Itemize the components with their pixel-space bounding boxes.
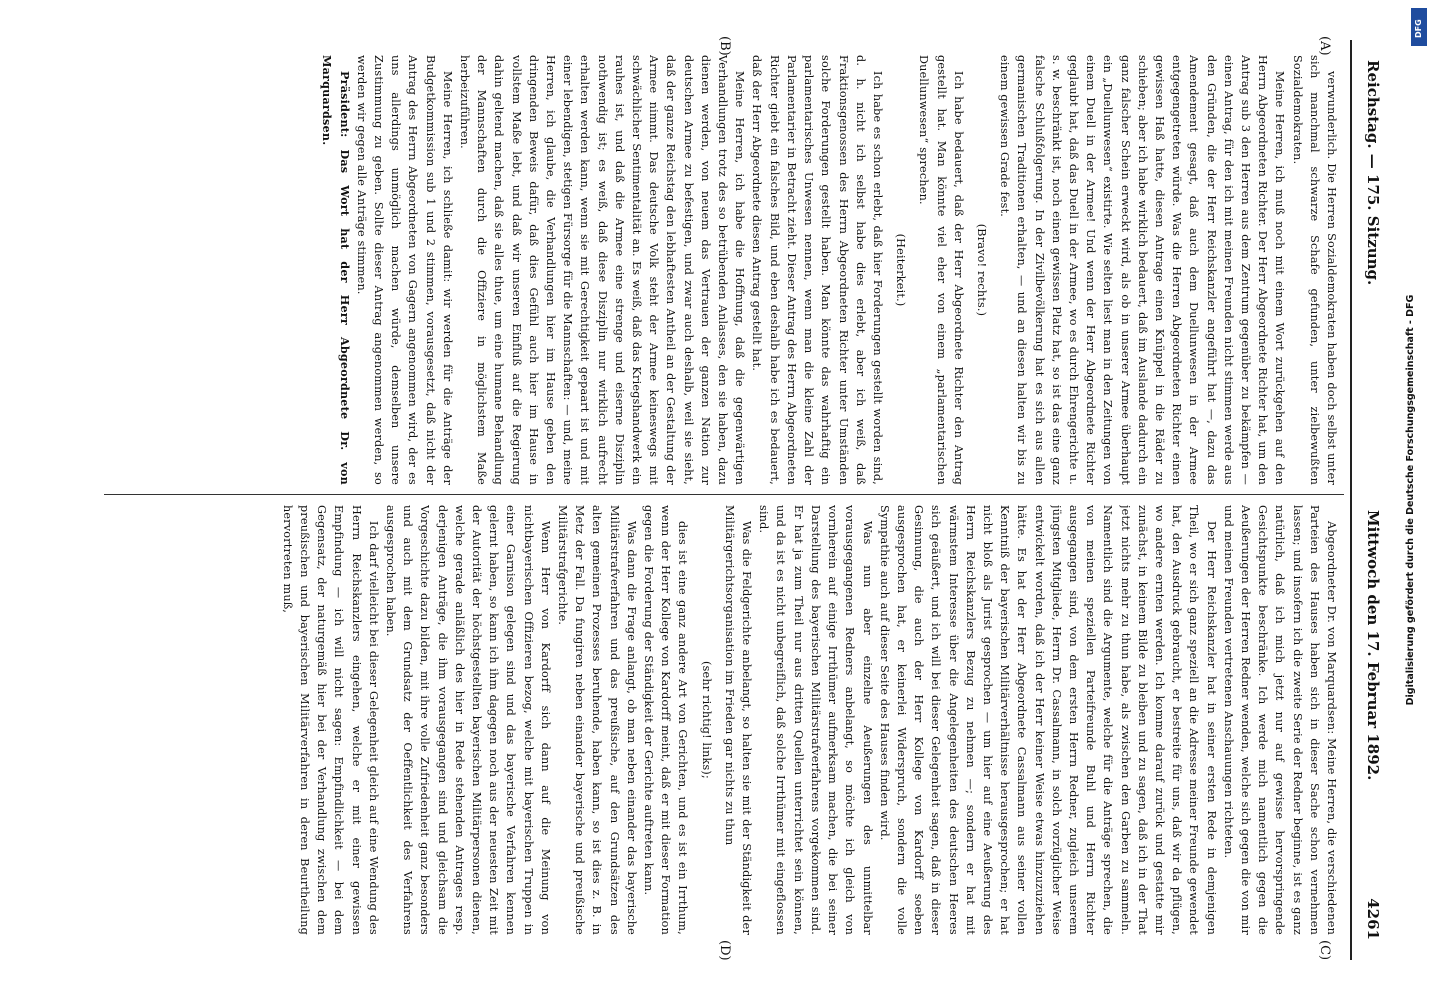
paragraph: Was die Feldgerichte anbelangt, so halten sie mit der Ständigkeit der Militärgerichtsorganisation im Frieden gar nichts zu thun — [722, 505, 754, 935]
paragraph: Ich habe bedauert, daß der Herr Abgeordnete Richter den Antrag gestellt hat. Man könnte viel eher von einem „parlamentarischen Duellunwesen“ sprechen. — [917, 55, 965, 485]
margin-mark-c: (C) — [1317, 940, 1332, 961]
dfg-logo-text: DFG — [1414, 19, 1423, 38]
page-header — [1354, 40, 1388, 950]
header-rule — [1350, 40, 1352, 960]
digitization-credit — [1405, 10, 1423, 990]
paragraph: Ich habe es schon erlebt, daß hier Forderungen gestellt worden sind, d. h. nicht ich selbst habe dies erlebt, aber ich weiß, daß Fraktionsgenossen des Herrn Abgeordneten Richter unter Umständen solche Forderungen gestellt haben. Man könnte das wahrhaftig ein parlamentarisches Unwesen nennen, wenn man die kleine Zahl der Parlamentarier in Betracht zieht. Dieser Antrag des Herrn Abgeordneten Richter giebt ein falsches Bild, und eben deshalb habe ich es bedauert, daß der Herr Abgeordnete diesen Antrag gestellt hat. — [750, 55, 884, 485]
digitization-credit-text: Digitalisierung gefördert durch die Deutsche Forschungsgemeinschaft - DFG — [1405, 294, 1416, 706]
interjection: (Bravo! rechts.) — [974, 223, 988, 317]
header-page-number: 4261 — [1364, 898, 1382, 940]
margin-mark-a: (A) — [1317, 36, 1332, 56]
paragraph: verwunderlich. Die Herren Sozialdemokraten haben doch selbst unter sich manchmal schwarze Schafe gefunden, unter zielbewußten Sozialdemokraten. — [1290, 55, 1338, 485]
paragraph: Ich darf vielleicht bei dieser Gelegenheit gleich auf eine Wendung des Herrn Reichskanzlers eingehen, welche er mit einer gewissen Empfindung — ich will nicht sagen: Empfindlichkeit — bei dem Gegensatz, der naturgemäß hier bei der Verhandlung zwischen dem preußischen und bayerischen Militärverfahren in deren Beurtheilung hervortreten muß, — [280, 505, 380, 935]
paragraph: Was dann die Frage anlangt, ob man neben einander das bayerische Militärstrafverfahren und das preußische, auf den Grundsätzen des alten gemeinen Prozesses beruhende, haben kann, so ist dies z. B. in Metz der Fall. Da fungiren neben einander bayerische und preußische Militärstrafgerichte. — [556, 505, 638, 935]
header-session: Reichstag. — 175. Sitzung. — [1364, 60, 1382, 286]
header-date: Mittwoch den 17. Februar 1892. — [1364, 510, 1382, 781]
margin-mark-b: (B) — [717, 36, 732, 56]
paragraph: Meine Herren, ich muß noch mit einem Wort zurückgehen auf den Herrn Abgeordneten Richter. Der Herr Abgeordnete Richter hat, um den Antrag sub 3 den Herren aus dem Zentrum gegenüber zu bekämpfen — einen Antrag, für den ich mit meinen Freunden nicht stimmen werde aus den Gründen, die der Herr Reichskanzler angeführt hat —, dazu das Amendement gesagt, daß auch dem Duellunwesen in der Armee entgegengetreten würde. Was die Herren Abgeordneten Richter einen gewissen Haß hatte, diesen Antrage einen Knüppel in die Räder zu schieben; aber ich habe wirklich bedauert, daß im Auslande dadurch ein ganz falscher Schein erweckt wird, als ob in unserer Armee überhaupt ein „Duellunwesen“ existirte. Wie selten liest man in den Zeitungen von einem Duell in der Armee! Und wenn der Herr Abgeordnete Richter geglaubt hat, daß das Duell in der Armee, wo es durch Ehrengerichte u. s. w. beschränkt ist, noch einen gewissen Platz hat, so ist das eine ganz falsche Schlußfolgerung. In der Zivilbevölkerung hat es sich aus allen germanischen Traditionen erhalten, — und an diesen halten wir bis zu einem gewissen Grade fest. — [998, 55, 1287, 485]
paragraph: Der Herr Reichskanzler hat in seiner ersten Rede in demjenigen Theil, wo er sich ganz speziell an die Adresse meiner Freunde gewendet hat, den Ausdruck gebraucht, er bestreite für uns, daß wir da pflügen, wo andere ernten werden. Ich komme darauf zurück und gestatte mir zunächst, in keinem Bilde zu bleiben und zu sagen, daß ich in der That jetzt nichts mehr zu thun habe, als zwischen den Garben zu sammeln. Namentlich sind die Argumente, welche für die Anträge sprechen, die von meinen speziellen Parteifreunde Buhl und Herrn Richter ausgegangen sind, von dem ersten Herrn Redner, zugleich unserem jüngsten Mitgliede, Herrn Dr. Cassalmann, in solch vorzüglicher Weise entwickelt worden, daß ich der Herr keiner Weise etwas hinzuzuziehen hätte. Es hat der Herr Abgeordnete Cassalmann aus seiner vollen Kenntniß der bayerischen Militärverhältnisse herausgesprochen; er hat nicht bloß als Jurist gesprochen — um hier auf eine Aeußerung des Herrn Reichskanzlers Bezug zu nehmen —; sondern er hat mit wärmstem Interesse über die Angelegenheiten des deutschen Heeres sich geäußert, und ich will bei dieser Gelegenheit sagen, daß in dieser Gesinnung, die auch der Herr Kollege von Kardorff soeben ausgesprochen hat, er keinerlei Widerspruch, sondern die volle Sympathie auch auf dieser Seite des Hauses finden wird. — [877, 505, 1218, 935]
paragraph: Wenn Herr von Kardorff sich dann auf die Meinung von nichtbayerischen Offizieren bezog, welche mit bayerischen Truppen in einer Garnison gelegen sind und das bayerische Verfahren kennen gelernt haben, so kann ich ihm dagegen noch aus der neuesten Zeit mit der Autorität der höchstgestellten bayerischen Militärpersonen dienen, welche gerade anläßlich des hier in Rede stehenden Antrages resp. derjenigen Anträge, die ihm vorausgegangen sind und gleichsam die Vorgeschichte dazu bilden, mit ihre volle Zufriedenheit ganz besonders und auch mit dem Grundsatz der Oeffentlichkeit des Verfahrens ausgesprochen haben. — [384, 505, 552, 935]
interjection: (Heiterkeit.) — [894, 233, 908, 307]
paragraph: dies ist eine ganz andere Art von Gerichten, und es ist ein Irrthum, wenn der Herr Kollege von Kardorff meint, daß er mit dieser Formation gegen die Forderung der Ständigkeit der Gerichte auftreten kann. — [642, 505, 690, 935]
margin-mark-d: (D) — [717, 940, 732, 961]
paragraph: Was nun aber einzelne Aeußerungen des unmittelbar vorausgegangenen Redners anbelangt, so möchte ich gleich von vornherein auf einige Irrthümer aufmerksam machen, die bei seiner Darstellung des bayerischen Militärstrafverfahrens vorgekommen sind. Er hat ja zum Theil nur aus dritten Quellen unterrichtet sein können, und da ist es nicht unbegreiflich, daß solche Irrthümer mit eingeflossen sind. — [757, 505, 874, 935]
column-divider — [104, 494, 1344, 495]
speaker-line: Präsident: Das Wort hat der Herr Abgeordnete Dr. von Marquardsen. — [320, 55, 352, 485]
paragraph: Meine Herren, ich habe die Hoffnung, daß die gegenwärtigen Verhandlungen trotz des so betrübenden Anlasses, den sie haben, dazu dienen werden, von neuem das Vertrauen der ganzen Nation zur deutschen Armee zu befestigen, und zwar auch deshalb, weil sie sieht, daß der ganze Reichstag den lebhaftesten Antheil an der Gestaltung der Armee nimmt. Das deutsche Volk steht der Armee keineswegs mit schwächlicher Sentimentalität an. Es weiß, daß das Kriegshandwerk ein rauhes ist, und daß die Armee eine strenge und eiserne Disziplin nothwendig ist; es weiß, daß diese Disziplin nur wirklich aufrecht erhalten werden kann, wenn sie mit Gerechtigkeit gepaart ist und mit einer lebendigen, stetigen Fürsorge für die Mannschaften: — und, meine Herren, ich glaube, die Verhandlungen hier im Hause geben den dringenden Beweis dafür, daß dies Gefühl auch hier im Hause in vollstem Maße lebt, und daß wir unseren Einfluß auf die Regierung dahin geltend machen, daß sie alles thue, um eine humane Behandlung der Mannschaften durch die Offiziere in möglichstem Maße herbeizuführen. — [458, 55, 747, 485]
paragraph: Meine Herren, ich schließe damit: wir werden für die Anträge der Budgetkommission sub 1 und 2 stimmen, vorausgesetzt, daß nicht der Antrag des Herrn Abgeordneten von Gagern angenommen wird, der es uns allerdings unmöglich machen würde, demselben unsere Zustimmung zu geben. Sollte dieser Antrag angenommen werden, so werden wir gegen alle Anträge stimmen. — [354, 55, 454, 485]
right-column — [100, 505, 1340, 935]
paragraph: Abgeordneter Dr. von Marquardsen: Meine Herren, die verschiedenen Parteien des Hauses haben sich in dieser Sache schon vernehmen lassen; und insofern ich die zweite Serie der Redner beginne, ist es ganz natürlich, daß ich mich jetzt nur auf gewisse hervorspringende Gesichtspunkte beschränke. Ich werde mich namentlich gegen die Aeußerungen der Herren Redner wenden, welche sich gegen die von mir und meinen Freunden vertretenen Anschauungen richteten. — [1221, 505, 1338, 935]
left-column — [100, 55, 1340, 485]
interjection: (sehr richtig! links); — [699, 661, 713, 779]
